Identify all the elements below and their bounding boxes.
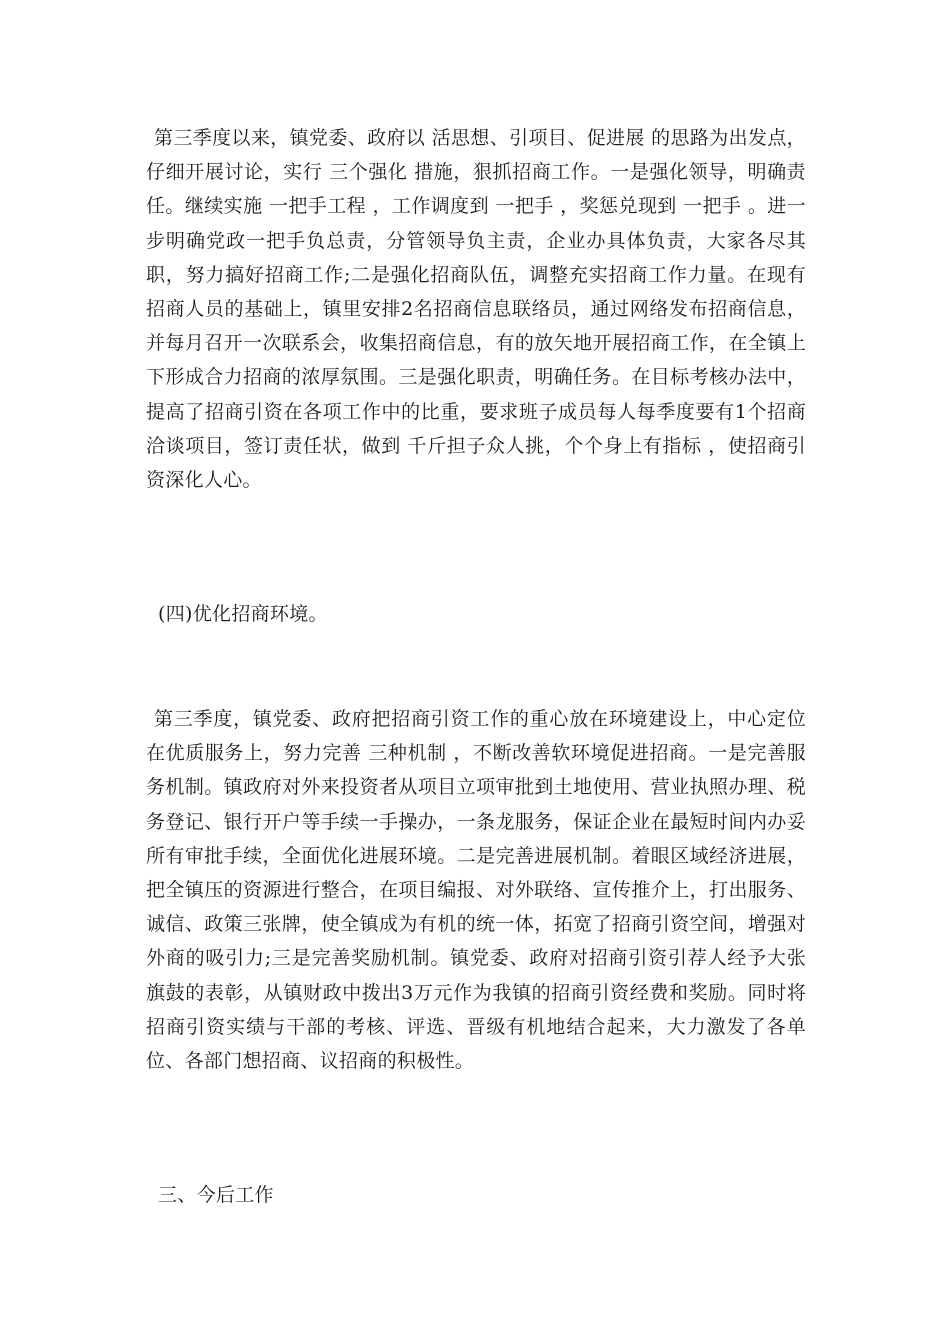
section-heading: 三、今后工作 bbox=[158, 1184, 274, 1206]
body-paragraph: 第三季度以来，镇党委、政府以 活思想、引项目、促进展 的思路为出发点，仔细开展讨论，实行 三个强化 措施，狠抓招商工作。一是强化领导，明确责任。继续实施 一把手工程 ，工作调度到 一把手 ，奖惩兑现到 一把手 。进一步明确党政一把手负总责，分管领导负主责，企业办具体负责，大家各尽其职，努力搞好招商工作;二是强化招商队伍，调整充实招商工作力量。在现有招商人员的基础上，镇里安排2名招商信息联络员，通过网络发布招商信息，并每月召开一次联系会，收集招商信息，有的放矢地开展招商工作，在全镇上下形成合力招商的浓厚氛围。三是强化职责，明确任务。在目标考核办法中，提高了招商引资在各项工作中的比重，要求班子成员每人每季度要有1个招商洽谈项目，签订责任状，做到 千斤担子众人挑，个个身上有指标 ，使招商引资深化人心。 bbox=[146, 127, 806, 492]
body-paragraph: 第三季度，镇党委、政府把招商引资工作的重心放在环境建设上，中心定位在优质服务上，努力完善 三种机制 ，不断改善软环境促进招商。一是完善服务机制。镇政府对外来投资者从项目立项审批到土地使用、营业执照办理、税务登记、银行开户等手续一手操办，一条龙服务，保证企业在最短时间内办妥所有审批手续，全面优化进展环境。二是完善进展机制。着眼区域经济进展，把全镇压的资源进行整合，在项目编报、对外联络、宣传推介上，打出服务、诚信、政策三张牌，使全镇成为有机的统一体，拓宽了招商引资空间，增强对外商的吸引力;三是完善奖励机制。镇党委、政府对招商引资引荐人经予大张旗鼓的表彰，从镇财政中拨出3万元作为我镇的招商引资经费和奖励。同时将招商引资实绩与干部的考核、评选、晋级有机地结合起来，大力激发了各单位、各部门想招商、议招商的积极性。 bbox=[146, 708, 806, 1073]
section-heading: (四)优化招商环境。 bbox=[158, 603, 328, 625]
